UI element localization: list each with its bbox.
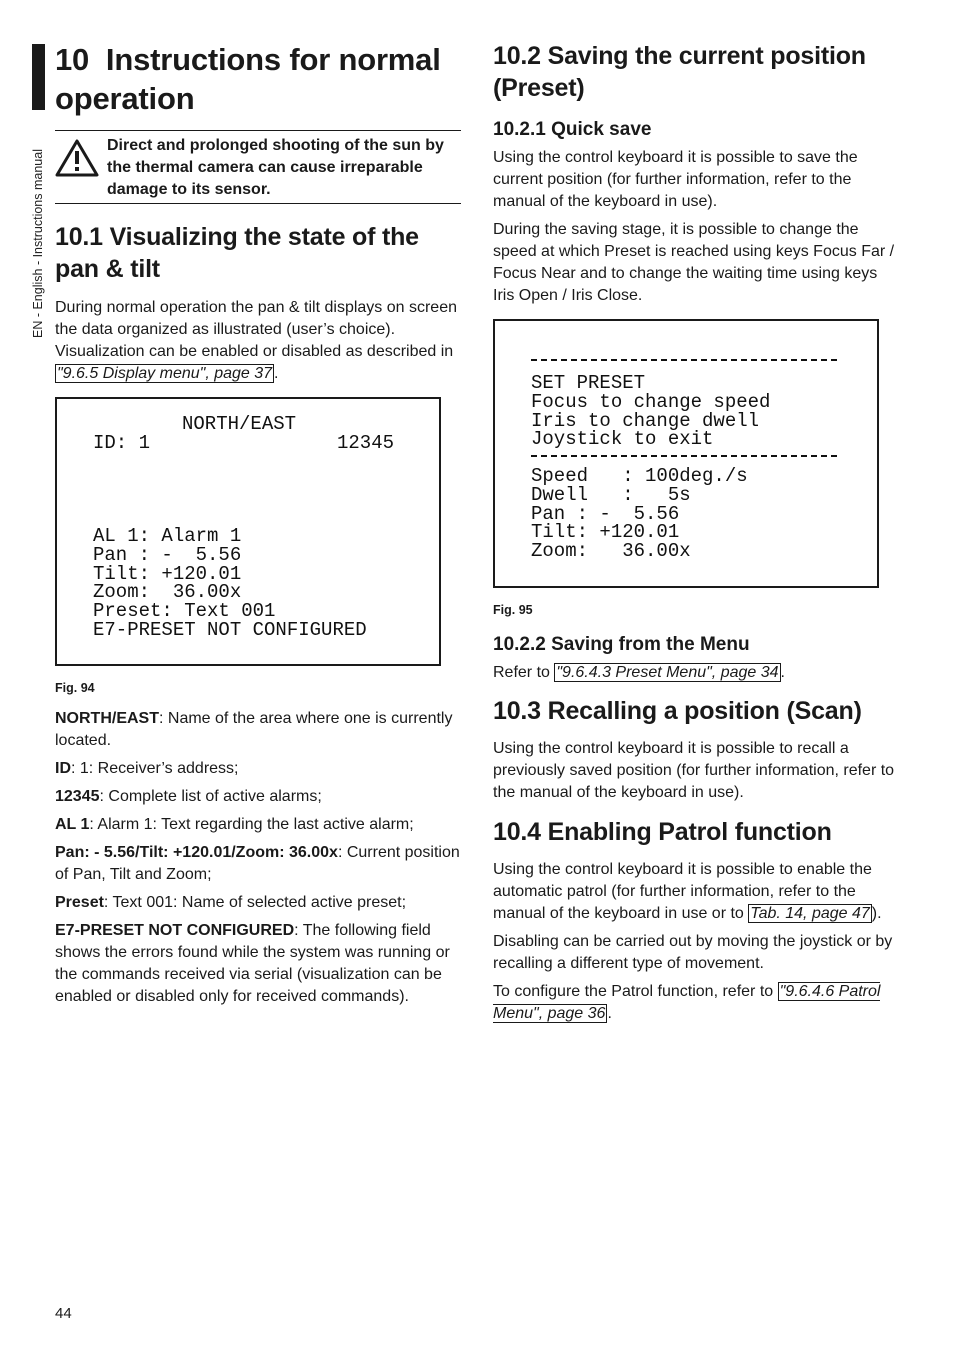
osd-separator-top (531, 359, 837, 361)
saving-menu-text: Refer to (493, 664, 555, 681)
osd-screen-fig95 (493, 319, 879, 588)
side-manual-label: EN - English - Instructions manual (31, 149, 45, 338)
osd-line: Dwell : 5s (531, 484, 691, 506)
warning-triangle-icon (55, 139, 99, 177)
chapter-marker-bar (32, 44, 45, 110)
patrol-text: Using the control keyboard it is possible to enable the automatic patrol (for further information, refer to the manual of the keyboard in use or to (493, 861, 872, 922)
figure-caption-95: Fig. 95 (493, 603, 533, 617)
intro-text: During normal operation the pan & tilt displays on screen the data organized as illustrated (user’s choice). Visualization can be enabled or disabled as described in (55, 299, 457, 360)
section-10-2-2-heading: 10.2.2 Saving from the Menu (493, 634, 750, 655)
patrol-config-end: . (607, 1005, 612, 1022)
definition-term: AL 1 (55, 816, 90, 833)
patrol-paragraph-3 (493, 981, 901, 1025)
patrol-paragraph-1 (493, 859, 901, 925)
right-column (493, 40, 901, 1025)
patrol-config-text: To configure the Patrol function, refer to (493, 983, 778, 1000)
quick-save-paragraph-2: During the saving stage, it is possible to change the speed at which Preset is reached using keys Focus Far / Focus Near and to change the waiting time using keys Iris Open / Iris Close. (493, 221, 895, 304)
definition-term: E7-PRESET NOT CONFIGURED (55, 922, 295, 939)
section-10-1-heading: 10.1 Visualizing the state of the pan & tilt (55, 223, 419, 283)
osd-line: Joystick to exit (531, 428, 714, 450)
patrol-menu-link[interactable]: "9.6.4.6 Patrol Menu", page 36 (493, 983, 881, 1022)
section-10-3-heading: 10.3 Recalling a position (Scan) (493, 697, 862, 725)
osd-area-name: NORTH/EAST (182, 413, 297, 435)
chapter-number: 10 (55, 42, 90, 77)
chapter-title (55, 40, 461, 118)
definition-text: : Complete list of active alarms; (99, 788, 322, 805)
definition-item (55, 892, 461, 914)
definition-term: 12345 (55, 788, 100, 805)
preset-menu-link[interactable]: "9.6.4.3 Preset Menu", page 34 (556, 664, 779, 681)
definition-item (55, 842, 461, 886)
section-10-2-heading: 10.2 Saving the current position (Preset) (493, 42, 866, 102)
osd-line: AL 1: Alarm 1 (93, 525, 242, 547)
definition-item (55, 708, 461, 752)
definition-item (55, 920, 461, 1008)
patrol-text-end: ). (871, 905, 882, 922)
osd-line: SET PRESET (531, 372, 646, 394)
osd-id: ID: 1 (93, 432, 151, 454)
osd-line: Tilt: +120.01 (93, 563, 242, 585)
definition-text: : The following field shows the errors found while the system was running or the commands received via serial (visualization can be enabled or disabled only for received commands). (55, 922, 450, 1005)
osd-line: Pan : - 5.56 (531, 503, 680, 525)
definition-text: : Alarm 1: Text regarding the last active alarm; (89, 816, 414, 833)
osd-line: E7-PRESET NOT CONFIGURED (93, 619, 367, 641)
definition-text: : Text 001: Name of selected active preset; (103, 894, 407, 911)
tab-14-link[interactable]: Tab. 14, page 47 (750, 905, 870, 922)
osd-line: Tilt: +120.01 (531, 521, 680, 543)
warning-box (55, 130, 461, 204)
page-number: 44 (55, 1305, 72, 1322)
definition-text: : Current position of Pan, Tilt and Zoom; (55, 844, 460, 883)
warning-text: Direct and prolonged shooting of the sun by the thermal camera can cause irreparable damage to its sensor. (107, 137, 444, 198)
section-10-4-heading: 10.4 Enabling Patrol function (493, 818, 832, 846)
definition-term: ID (55, 760, 71, 777)
osd-line: Speed : 100deg./s (531, 465, 748, 487)
saving-menu-end: . (780, 664, 785, 681)
definition-item (55, 786, 461, 808)
osd-line: Pan : - 5.56 (93, 544, 242, 566)
definition-term: Preset (55, 894, 104, 911)
display-menu-link[interactable]: "9.6.5 Display menu", page 37 (57, 365, 273, 382)
osd-line: Zoom: 36.00x (531, 540, 691, 562)
figure-caption-94: Fig. 94 (55, 681, 95, 695)
saving-menu-paragraph (493, 662, 901, 684)
patrol-paragraph-2: Disabling can be carried out by moving the joystick or by recalling a different type of movement. (493, 933, 893, 972)
chapter-title-text: Instructions for normal operation (55, 42, 441, 116)
definition-text: : Name of the area where one is currently located. (55, 710, 453, 749)
recall-paragraph: Using the control keyboard it is possible to recall a previously saved position (for further information, refer to the manual of the keyboard in use). (493, 740, 895, 801)
osd-line: Focus to change speed (531, 391, 771, 413)
definition-text: : 1: Receiver’s address; (71, 760, 239, 777)
intro-end: . (274, 365, 279, 382)
osd-line: Zoom: 36.00x (93, 581, 242, 603)
osd-line: Iris to change dwell (531, 410, 760, 432)
osd-separator-middle (531, 455, 837, 457)
section-10-2-1-heading: 10.2.1 Quick save (493, 119, 652, 140)
quick-save-paragraph-1: Using the control keyboard it is possible to save the current position (for further information, refer to the manual of the keyboard in use). (493, 149, 858, 210)
left-column (55, 40, 461, 1008)
section-10-1-intro (55, 297, 461, 385)
osd-alarm-list: 12345 (337, 432, 395, 454)
definition-list (55, 708, 461, 1008)
osd-screen-fig94 (55, 397, 441, 666)
definition-term: Pan: - 5.56/Tilt: +120.01/Zoom: 36.00x (55, 844, 338, 861)
definition-item (55, 814, 461, 836)
definition-term: NORTH/EAST (55, 710, 159, 727)
osd-line: Preset: Text 001 (93, 600, 276, 622)
definition-item (55, 758, 461, 780)
